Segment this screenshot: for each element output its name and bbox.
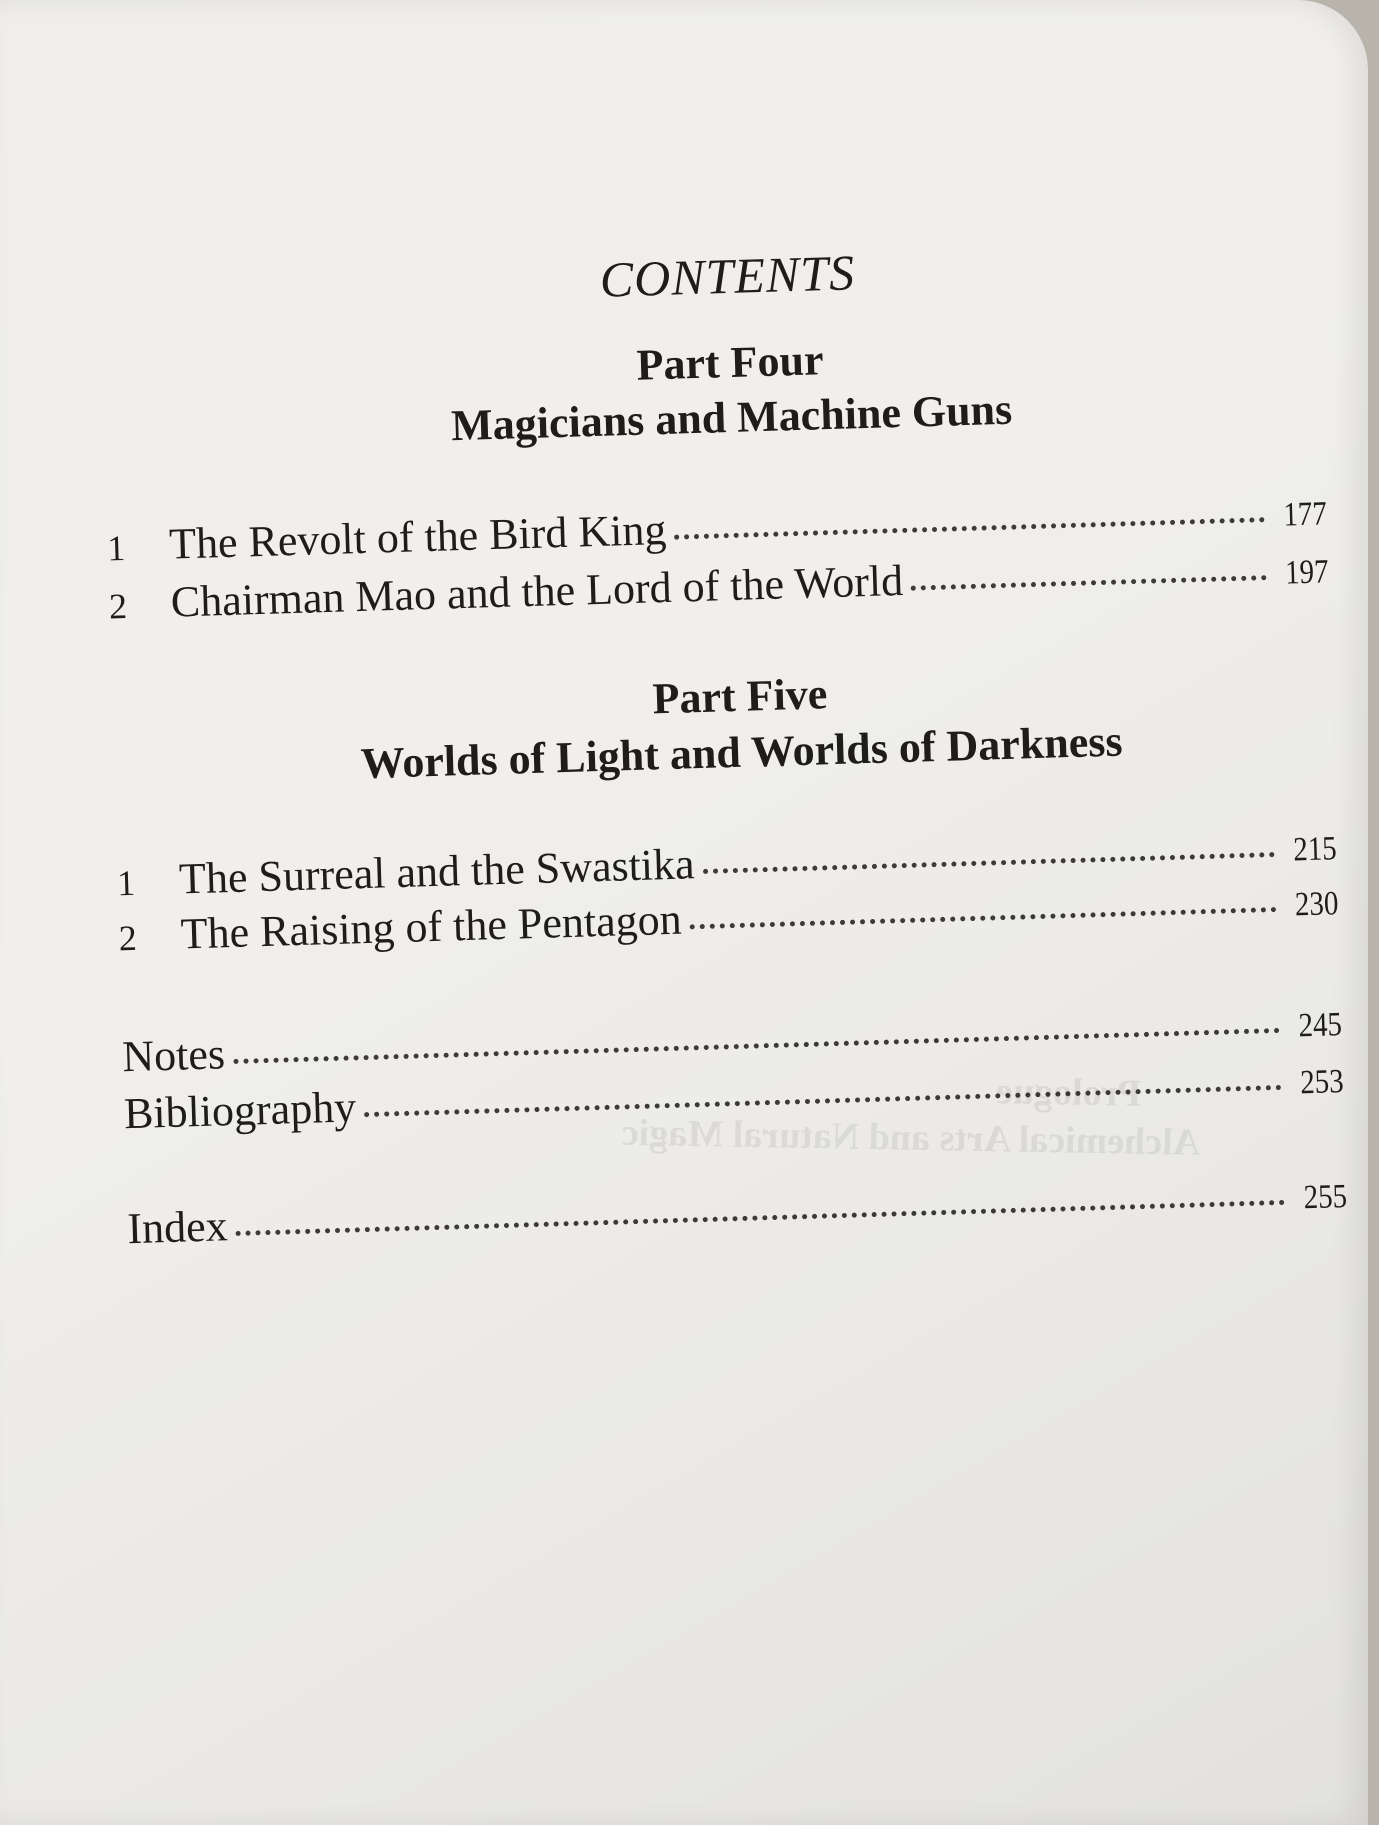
page-number: 197 bbox=[1284, 553, 1330, 592]
back-matter-title: Index bbox=[126, 1201, 229, 1254]
part-four-label: Part Four bbox=[635, 335, 825, 390]
contents-heading: CONTENTS bbox=[598, 244, 856, 308]
dot-leader bbox=[703, 852, 1275, 874]
chapter-title: The Raising of the Pentagon bbox=[179, 894, 683, 959]
page-number: 245 bbox=[1298, 1006, 1343, 1045]
chapter-number: 1 bbox=[106, 527, 126, 569]
chapter-number: 1 bbox=[116, 862, 136, 904]
chapter-title: The Revolt of the Bird King bbox=[168, 504, 668, 569]
dot-leader bbox=[236, 1200, 1285, 1236]
toc-entry-index[interactable] bbox=[127, 1167, 1348, 1263]
dot-leader bbox=[364, 1085, 1282, 1117]
chapter-number: 2 bbox=[118, 917, 138, 959]
page-number: 177 bbox=[1282, 495, 1328, 534]
page-number: 230 bbox=[1294, 885, 1339, 924]
chapter-title: Chairman Mao and the Lord of the World bbox=[170, 555, 904, 627]
page-number: 215 bbox=[1292, 830, 1338, 869]
chapter-number: 2 bbox=[108, 585, 128, 627]
back-matter-title: Notes bbox=[121, 1029, 226, 1082]
chapter-title: The Surreal and the Swastika bbox=[178, 839, 696, 904]
dot-leader bbox=[674, 517, 1265, 540]
page-number: 255 bbox=[1303, 1178, 1348, 1217]
show-through-text: Prologue Alchemical Arts and Natural Magic bbox=[621, 1070, 1201, 1164]
dot-leader bbox=[690, 907, 1277, 929]
part-five-title: Worlds of Light and Worlds of Darkness bbox=[359, 716, 1124, 789]
dot-leader bbox=[911, 575, 1267, 591]
back-matter-title: Bibliography bbox=[123, 1082, 357, 1139]
page-number: 253 bbox=[1299, 1063, 1345, 1102]
part-five-label: Part Five bbox=[651, 669, 828, 724]
part-four-title: Magicians and Machine Guns bbox=[450, 384, 1013, 451]
